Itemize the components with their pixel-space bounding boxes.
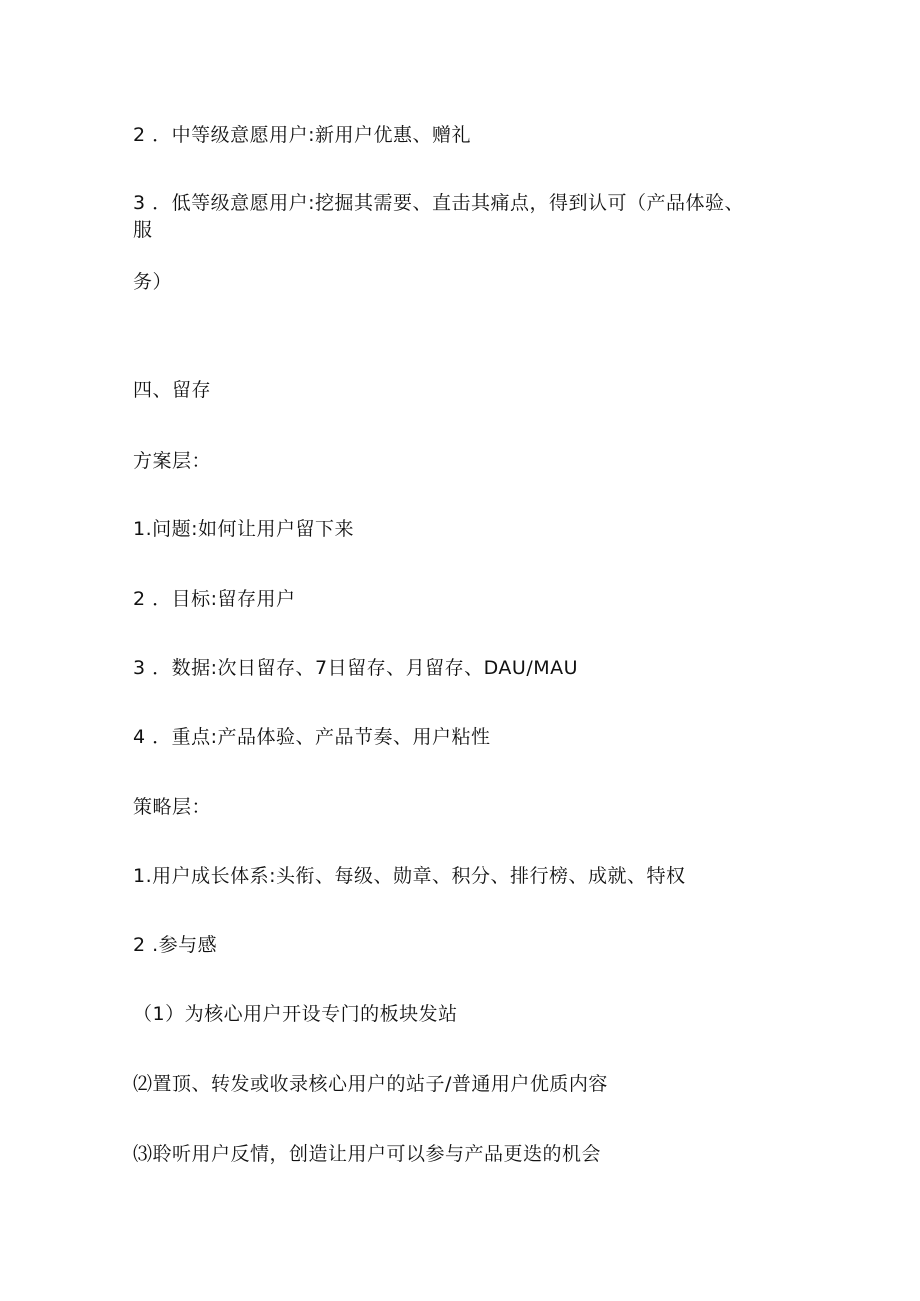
section-heading-retention: 四、留存 [133, 379, 212, 401]
list-item-data: 3 ．数据:次日留存、7日留存、月留存、DAU/MAU [133, 657, 579, 679]
list-item-problem: 1.问题:如何让用户留下来 [133, 518, 355, 540]
subheading-strategy-layer: 策略层： [133, 796, 212, 818]
list-item-sub-3: ⑶聆听用户反情，创造让用户可以参与产品更迭的机会 [133, 1143, 602, 1165]
list-item-participation: 2 .参与感 [133, 934, 218, 956]
list-item-growth-system: 1.用户成长体系:头衔、每级、勋章、积分、排行榜、成就、特权 [133, 865, 686, 887]
list-item-low-intent-users: 3 ．低等级意愿用户:挖掘其需要、直击其痛点，得到认可（产品体验、 [133, 192, 745, 214]
list-item-mid-intent-users: 2 ．中等级意愿用户:新用户优惠、赠礼 [133, 124, 472, 146]
list-item-low-intent-users-wrap-1: 服 [133, 219, 153, 241]
list-item-sub-1: （1）为核心用户开设专门的板块发站 [133, 1003, 458, 1025]
subheading-plan-layer: 方案层： [133, 450, 212, 472]
list-item-focus: 4 ．重点:产品体验、产品节奏、用户粘性 [133, 726, 491, 748]
list-item-sub-2: ⑵置顶、转发或收录核心用户的站子/普通用户优质内容 [133, 1073, 608, 1095]
list-item-goal: 2 ．目标:留存用户 [133, 588, 296, 610]
list-item-low-intent-users-wrap-2: 务） [133, 271, 173, 293]
